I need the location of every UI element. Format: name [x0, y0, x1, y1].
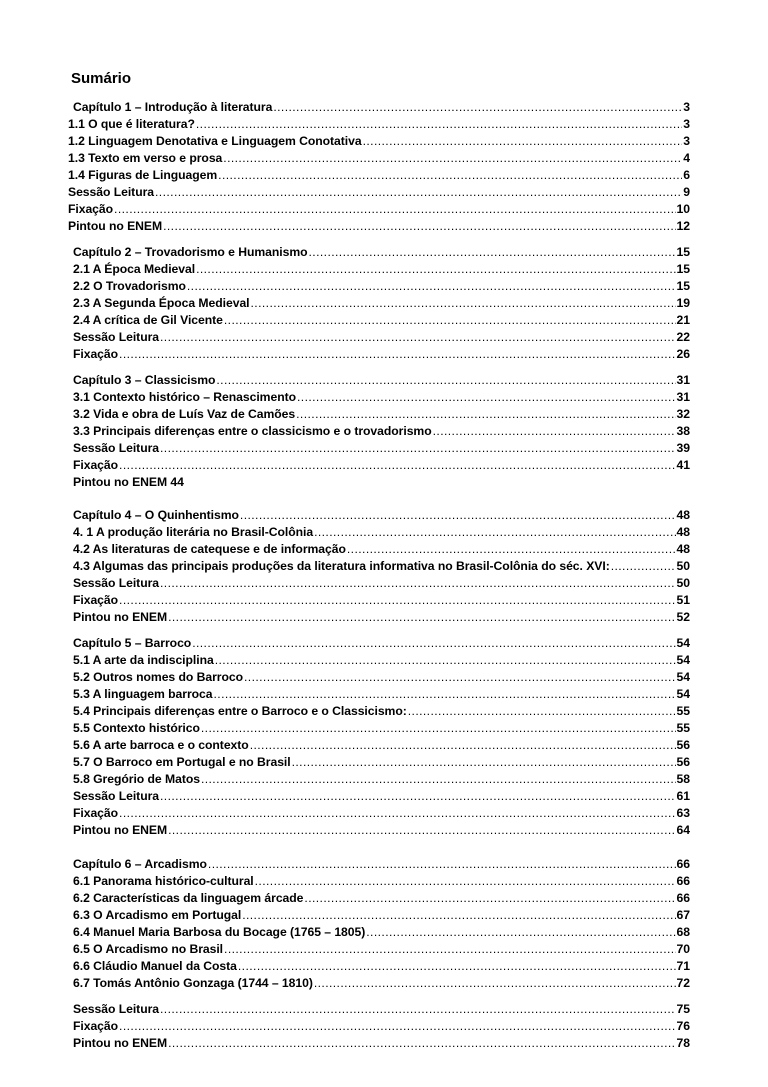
toc-entry-page-number: 55: [676, 721, 690, 735]
toc-entry-page-number: 39: [676, 441, 690, 455]
toc-entry-page-number: 66: [676, 891, 690, 905]
toc-entry[interactable]: [73, 279, 690, 296]
toc-entry[interactable]: [73, 908, 690, 925]
toc-leader-dots: [297, 390, 676, 404]
toc-leader-dots: [119, 806, 675, 820]
toc-entry[interactable]: [73, 475, 690, 492]
toc-leader-dots: [242, 908, 675, 922]
toc-leader-dots: [201, 772, 676, 786]
toc-entry-page-number: 9: [683, 185, 690, 199]
toc-entry-page-number: 70: [676, 942, 690, 956]
toc-leader-dots: [114, 202, 675, 216]
toc-leader-dots: [244, 670, 676, 684]
toc-entry[interactable]: [73, 670, 690, 687]
toc-leader-dots: [160, 330, 676, 344]
toc-entry-label: Pintou no ENEM: [73, 610, 168, 624]
toc-entry[interactable]: [68, 202, 690, 219]
toc-entry-label: 3.1 Contexto histórico – Renascimento: [73, 390, 296, 404]
toc-entry[interactable]: [73, 458, 690, 475]
toc-entry-page-number: 3: [683, 117, 690, 131]
toc-entry-label: 5.3 A linguagem barroca: [73, 687, 213, 701]
toc-entry-label: Fixação: [73, 347, 119, 361]
toc-entry-label: 6.6 Cláudio Manuel da Costa: [73, 959, 237, 973]
toc-entry-label: Fixação: [73, 806, 119, 820]
toc-entry-page-number: 67: [676, 908, 690, 922]
toc-leader-dots: [314, 525, 675, 539]
toc-entry-label: 1.1 O que é literatura?: [68, 117, 195, 131]
toc-entry[interactable]: [68, 151, 690, 168]
toc-entry-label: 5.8 Gregório de Matos: [73, 772, 200, 786]
page-title: Sumário: [71, 70, 132, 87]
toc-entry-page-number: 4: [683, 151, 690, 165]
toc-leader-dots: [215, 653, 676, 667]
toc-entry-page-number: 32: [676, 407, 690, 421]
toc-entry-page-number: 10: [676, 202, 690, 216]
toc-entry[interactable]: [68, 134, 690, 151]
toc-leader-dots: [160, 576, 676, 590]
toc-entry-page-number: 3: [683, 100, 690, 114]
toc-entry[interactable]: [73, 874, 690, 891]
toc-entry[interactable]: [73, 959, 690, 976]
toc-entry[interactable]: [73, 1019, 690, 1036]
toc-entry-page-number: 75: [676, 1002, 690, 1016]
toc-entry[interactable]: [73, 262, 690, 279]
toc-leader-dots: [119, 347, 675, 361]
toc-entry-page-number: 22: [676, 330, 690, 344]
toc-entry-label: 5.5 Contexto histórico: [73, 721, 200, 735]
toc-entry-label: 1.3 Texto em verso e prosa: [68, 151, 223, 165]
toc-entry-label: Sessão Leitura: [73, 1002, 160, 1016]
toc-leader-dots: [168, 823, 675, 837]
toc-leader-dots: [160, 1002, 676, 1016]
toc-entry-page-number: 54: [676, 687, 690, 701]
toc-entry-page-number: 12: [676, 219, 690, 233]
toc-entry[interactable]: [73, 296, 690, 313]
toc-entry[interactable]: [73, 976, 690, 993]
toc-leader-dots: [224, 313, 676, 327]
toc-entry-page-number: 48: [676, 542, 690, 556]
toc-entry[interactable]: [73, 857, 690, 874]
toc-entry-label: 6.2 Características da linguagem árcade: [73, 891, 304, 905]
toc-entry[interactable]: [73, 772, 690, 789]
toc-entry-page-number: 38: [676, 424, 690, 438]
toc-entry-label: Pintou no ENEM: [73, 1036, 168, 1050]
toc-leader-dots: [192, 636, 675, 650]
toc-leader-dots: [314, 976, 676, 990]
toc-entry[interactable]: [73, 390, 690, 407]
toc-entry[interactable]: [73, 925, 690, 942]
toc-entry-label: Fixação: [73, 458, 119, 472]
toc-leader-dots: [216, 373, 675, 387]
toc-entry[interactable]: [73, 525, 690, 542]
toc-entry-page-number: 68: [676, 925, 690, 939]
toc-leader-dots: [218, 168, 682, 182]
toc-leader-dots: [223, 151, 682, 165]
toc-entry-page-number: 54: [676, 670, 690, 684]
toc-leader-dots: [363, 134, 683, 148]
toc-entry-page-number: 56: [676, 738, 690, 752]
toc-entry-page-number: 15: [676, 279, 690, 293]
toc-entry-label: Capítulo 1 – Introdução à literatura: [73, 100, 273, 114]
toc-entry[interactable]: [68, 185, 690, 202]
toc-leader-dots: [201, 721, 676, 735]
toc-entry-page-number: 55: [676, 704, 690, 718]
toc-entry-label: Fixação: [73, 1019, 119, 1033]
toc-entry-page-number: 26: [676, 347, 690, 361]
toc-entry-label: Capítulo 2 – Trovadorismo e Humanismo: [73, 245, 308, 259]
toc-entry-page-number: 64: [676, 823, 690, 837]
toc-entry-page-number: 50: [676, 559, 690, 573]
toc-entry[interactable]: [73, 1036, 690, 1053]
toc-entry-page-number: 50: [676, 576, 690, 590]
toc-entry-label: 5.1 A arte da indisciplina: [73, 653, 214, 667]
toc-leader-dots: [196, 117, 682, 131]
toc-entry[interactable]: [73, 559, 690, 576]
toc-entry[interactable]: [73, 738, 690, 755]
toc-entry-label: 6.7 Tomás Antônio Gonzaga (1744 – 1810): [73, 976, 313, 990]
toc-leader-dots: [273, 100, 682, 114]
toc-leader-dots: [224, 942, 676, 956]
toc-entry[interactable]: [73, 576, 690, 593]
toc-entry[interactable]: [73, 542, 690, 559]
toc-entry-label: Pintou no ENEM 44: [73, 475, 184, 489]
toc-entry-label: 2.4 A crítica de Gil Vicente: [73, 313, 223, 327]
toc-entry[interactable]: [73, 330, 690, 347]
toc-entry[interactable]: [73, 704, 690, 721]
toc-entry-label: Sessão Leitura: [73, 330, 160, 344]
toc-entry-label: 1.4 Figuras de Linguagem: [68, 168, 218, 182]
toc-entry-page-number: 66: [676, 874, 690, 888]
toc-entry-page-number: 15: [676, 245, 690, 259]
toc-entry[interactable]: [73, 508, 690, 525]
toc-leader-dots: [240, 508, 676, 522]
toc-entry[interactable]: [73, 313, 690, 330]
toc-entry[interactable]: [68, 117, 690, 134]
toc-entry-page-number: 48: [676, 525, 690, 539]
toc-leader-dots: [168, 610, 675, 624]
toc-entry-label: Sessão Leitura: [73, 441, 160, 455]
toc-entry-page-number: 6: [683, 168, 690, 182]
toc-entry[interactable]: [73, 823, 690, 840]
toc-entry[interactable]: [73, 636, 690, 653]
toc-leader-dots: [196, 262, 675, 276]
toc-entry-label: 5.6 A arte barroca e o contexto: [73, 738, 249, 752]
toc-entry-label: Capítulo 4 – O Quinhentismo: [73, 508, 239, 522]
toc-entry-label: Pintou no ENEM: [68, 219, 163, 233]
toc-leader-dots: [433, 424, 676, 438]
toc-entry[interactable]: [73, 407, 690, 424]
toc-entry[interactable]: [73, 441, 690, 458]
toc-leader-dots: [251, 296, 676, 310]
toc-entry-label: 5.7 O Barroco em Portugal e no Brasil: [73, 755, 291, 769]
toc-entry[interactable]: [73, 806, 690, 823]
toc-leader-dots: [168, 1036, 675, 1050]
toc-entry-label: 1.2 Linguagem Denotativa e Linguagem Conotativa: [68, 134, 362, 148]
toc-entry-page-number: 51: [676, 593, 690, 607]
toc-leader-dots: [119, 1019, 675, 1033]
toc-entry-label: 4.3 Algumas das principais produções da literatura informativa no Brasil-Colônia do séc. XVI:: [73, 559, 610, 573]
toc-entry[interactable]: [68, 168, 690, 185]
toc-entry-page-number: 31: [676, 373, 690, 387]
toc-leader-dots: [408, 704, 676, 718]
toc-entry-label: 6.3 O Arcadismo em Portugal: [73, 908, 242, 922]
toc-leader-dots: [611, 559, 676, 573]
toc-entry[interactable]: [73, 245, 690, 262]
toc-leader-dots: [160, 441, 676, 455]
toc-entry-page-number: 71: [676, 959, 690, 973]
toc-entry[interactable]: [73, 347, 690, 364]
toc-entry-label: Fixação: [73, 593, 119, 607]
toc-entry-label: 3.3 Principais diferenças entre o classicismo e o trovadorismo: [73, 424, 432, 438]
toc-entry-label: 2.2 O Trovadorismo: [73, 279, 186, 293]
toc-entry-page-number: 54: [676, 653, 690, 667]
toc-entry-page-number: 58: [676, 772, 690, 786]
toc-leader-dots: [208, 857, 676, 871]
toc-entry-label: Pintou no ENEM: [73, 823, 168, 837]
toc-entry-label: Sessão Leitura: [73, 789, 160, 803]
toc-entry-page-number: 63: [676, 806, 690, 820]
toc-entry-label: 2.3 A Segunda Época Medieval: [73, 296, 250, 310]
toc-leader-dots: [250, 738, 676, 752]
toc-leader-dots: [214, 687, 676, 701]
toc-entry-label: Capítulo 6 – Arcadismo: [73, 857, 207, 871]
toc-entry-page-number: 3: [683, 134, 690, 148]
toc-leader-dots: [255, 874, 676, 888]
toc-entry-page-number: 72: [676, 976, 690, 990]
toc-leader-dots: [155, 185, 682, 199]
toc-entry-page-number: 15: [676, 262, 690, 276]
toc-entry[interactable]: [73, 373, 690, 390]
toc-entry[interactable]: [73, 610, 690, 627]
toc-entry[interactable]: [73, 100, 690, 117]
toc-leader-dots: [119, 593, 675, 607]
toc-entry[interactable]: [73, 721, 690, 738]
toc-entry-page-number: 31: [676, 390, 690, 404]
toc-entry-label: 4.2 As literaturas de catequese e de informação: [73, 542, 346, 556]
toc-entry-label: 5.2 Outros nomes do Barroco: [73, 670, 243, 684]
toc-entry-page-number: 66: [676, 857, 690, 871]
toc-entry-label: Fixação: [68, 202, 114, 216]
toc-leader-dots: [292, 755, 676, 769]
toc-leader-dots: [187, 279, 676, 293]
toc-entry-label: 4. 1 A produção literária no Brasil-Colônia: [73, 525, 314, 539]
toc-entry-label: Capítulo 3 – Classicismo: [73, 373, 216, 387]
toc-entry-label: Sessão Leitura: [73, 576, 160, 590]
toc-entry-page-number: 56: [676, 755, 690, 769]
toc-leader-dots: [119, 458, 675, 472]
toc-entry-page-number: 19: [676, 296, 690, 310]
toc-entry-page-number: 54: [676, 636, 690, 650]
toc-entry[interactable]: [73, 891, 690, 908]
toc-leader-dots: [309, 245, 676, 259]
toc-entry-label: 6.5 O Arcadismo no Brasil: [73, 942, 224, 956]
toc-leader-dots: [296, 407, 675, 421]
toc-entry[interactable]: [73, 687, 690, 704]
toc-leader-dots: [304, 891, 675, 905]
toc-entry[interactable]: [73, 653, 690, 670]
toc-entry-label: Sessão Leitura: [68, 185, 155, 199]
toc-leader-dots: [160, 789, 676, 803]
toc-entry[interactable]: [68, 219, 690, 236]
toc-entry-page-number: 48: [676, 508, 690, 522]
toc-leader-dots: [347, 542, 676, 556]
toc-leader-dots: [163, 219, 675, 233]
toc-leader-dots: [238, 959, 676, 973]
toc-entry-label: 3.2 Vida e obra de Luís Vaz de Camões: [73, 407, 296, 421]
toc-entry-page-number: 61: [676, 789, 690, 803]
toc-entry[interactable]: [73, 1002, 690, 1019]
toc-entry-label: 6.1 Panorama histórico-cultural: [73, 874, 254, 888]
toc-entry-page-number: 76: [676, 1019, 690, 1033]
toc-entry-label: 2.1 A Época Medieval: [73, 262, 196, 276]
toc-entry-label: 6.4 Manuel Maria Barbosa du Bocage (1765 – 1805): [73, 925, 366, 939]
toc-entry-label: Capítulo 5 – Barroco: [73, 636, 192, 650]
toc-entry-page-number: 41: [676, 458, 690, 472]
toc-entry[interactable]: [73, 789, 690, 806]
toc-entry-page-number: 78: [676, 1036, 690, 1050]
toc-entry[interactable]: [73, 755, 690, 772]
toc-entry-page-number: 21: [676, 313, 690, 327]
toc-entry[interactable]: [73, 593, 690, 610]
toc-entry-label: 5.4 Principais diferenças entre o Barroco e o Classicismo:: [73, 704, 407, 718]
toc-leader-dots: [366, 925, 675, 939]
toc-entry[interactable]: [73, 942, 690, 959]
toc-entry-page-number: 52: [676, 610, 690, 624]
toc-entry[interactable]: [73, 424, 690, 441]
